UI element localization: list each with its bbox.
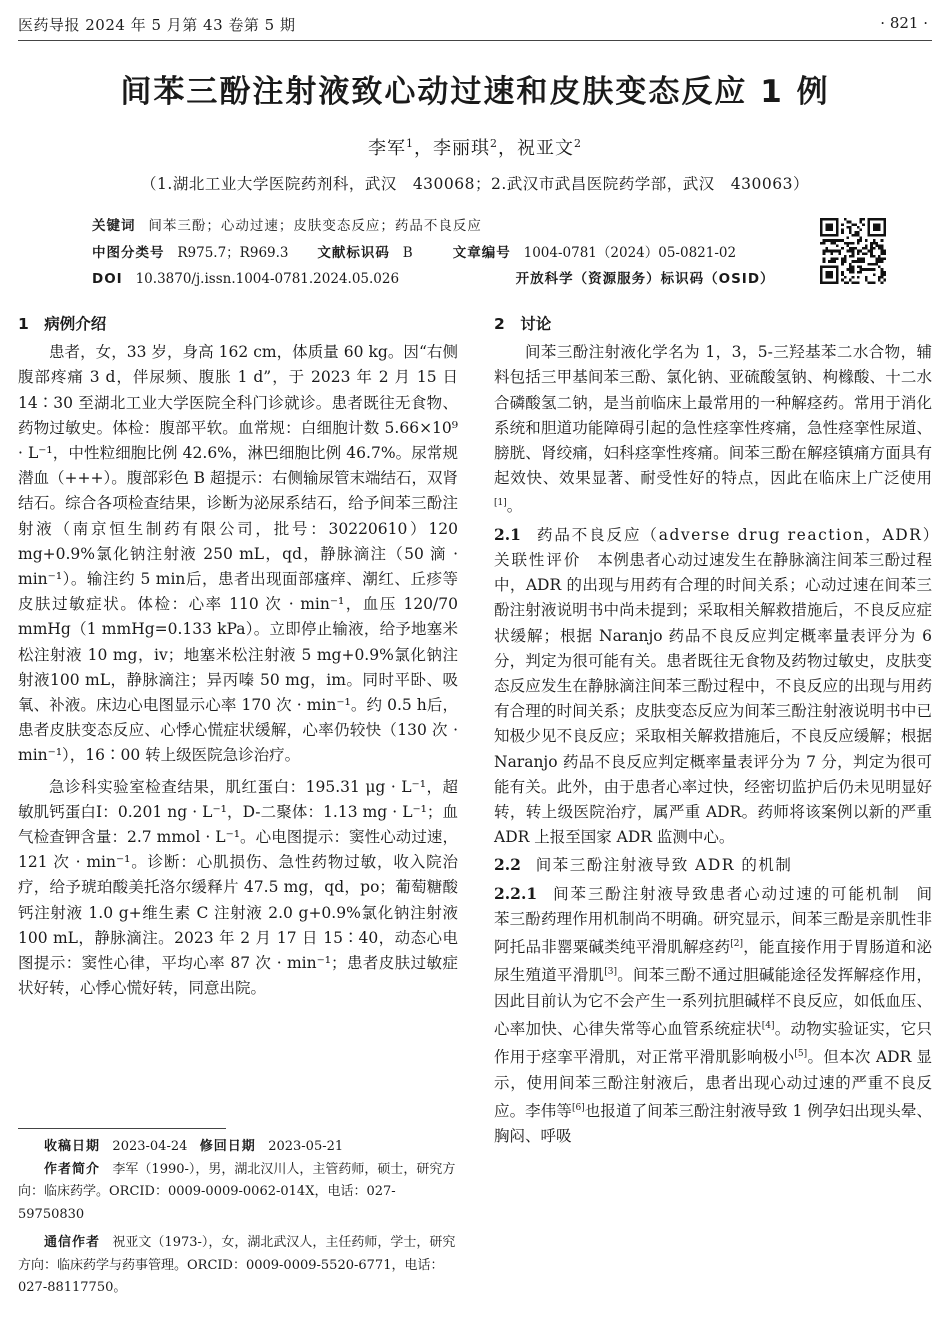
citation-ref[interactable]: [6] <box>571 1102 585 1113</box>
revised-date: 2023-05-21 <box>268 1139 344 1154</box>
author-list: 李军$^1$，李丽琪$^2$，祝亚文$^2$ <box>368 137 582 159</box>
footnotes: 收稿日期 2023-04-24 修回日期 2023-05-21 作者简介 李军（1990-），男，湖北汉川人，主管药师，硕士，研究方向：临床药学。ORCID：0009-0009-0062-014X，电话：027-59750830 通信作者 祝亚文（1973-），女，湖北武汉人，主任药师，学士，研究方向：临床药学与药事管理。ORCID：0009-0009-5520-6771，电话：027-88117750。 <box>18 1139 456 1295</box>
section-heading: 2 讨论 <box>494 315 552 333</box>
document-code: B <box>402 245 413 261</box>
author-name: 李丽琪 <box>433 138 490 159</box>
subsection-2-1: 2.1 药品不良反应（adverse drug reaction，ADR）关联性评价 本例患者心动过速发生在静脉滴注间苯三酚过程中，ADR 的出现与用药有合理的时间关系；心动过速在间苯三酚注射液说明书中尚未提到；采取相关解救措施后，不良反应症状缓解；根据 Naranjo 药品不良反应判定概率量表评分为 6 分，判定为很可能有关。患者既往无食物及药物过敏史，皮肤变态反应发生在静脉滴注间苯三酚过程中，不良反应的出现与用药有合理的时间关系；皮肤变态反应为间苯三酚注射液说明书中已知极少见不良反应；采取相关解救措施后，不良反应缓解；根据 Naranjo 药品不良反应判定概率量表评分为 7 分，判定为很可能有关。此外，由于患者心率过快，经密切监护后仍未见明显好转，转上级医院治疗，属严重 ADR。药师将该案例以新的严重 ADR 上报至国家 ADR 监测中心。 <box>494 524 932 847</box>
author-name: 李军 <box>368 138 406 159</box>
citation-ref[interactable]: [5] <box>794 1049 808 1060</box>
keywords-line: 关键词 间苯三酚；心动过速；皮肤变态反应；药品不良反应 <box>92 218 482 234</box>
body-paragraph: 急诊科实验室检查结果，肌红蛋白：195.31 μg · L⁻¹，超敏肌钙蛋白I：0.201 ng · L⁻¹，D-二聚体：1.13 mg · L⁻¹；血气检查钾含量：2.7 mmol · L⁻¹。心电图提示：窦性心动过速，121 次 · min⁻¹。诊断：心肌损伤、急性药物过敏，收入院治疗，给予琥珀酸美托洛尔缓释片 47.5 mg，qd，po；葡萄糖酸钙注射液 1.0 g+维生素 C 注射液 2.0 g+0.9%氯化钠注射液 100 mL，静脉滴注。2023 年 2 月 17 日 15∶40，动态心电图提示：窦性心律，平均心率 87 次 · min⁻¹；患者皮肤过敏症状好转，心悸心慌好转，同意出院。 <box>18 777 458 998</box>
subsection-heading: 间苯三酚注射液导致患者心动过速的可能机制 <box>553 884 901 903</box>
article-number: 1004-0781（2024）05-0821-02 <box>523 245 737 261</box>
doi-link[interactable]: 10.3870/j.issn.1004-0781.2024.05.026 <box>135 271 400 287</box>
subsection-heading: 间苯三酚注射液导致 ADR 的机制 <box>535 856 793 875</box>
keywords: 间苯三酚；心动过速；皮肤变态反应；药品不良反应 <box>148 218 482 234</box>
author-affil-mark: 2 <box>490 137 498 150</box>
citation-ref[interactable]: [2] <box>730 939 743 950</box>
footnote-rule <box>18 1128 226 1129</box>
body-paragraph: 间苯三酚注射液化学名为 1，3，5-三羟基苯二水合物，辅料包括三甲基间苯三酚、氯化钠、亚硫酸氢钠、枸橼酸、十二水合磷酸氢二钠，是当前临床上最常用的一种解痉药。常用于消化系统和胆道功能障碍引起的急性痉挛性疼痛，急性痉挛性尿道、膀胱、肾绞痛，妇科痉挛性疼痛。间苯三酚在解痉镇痛方面具有起效快、效果显著、耐受性好的特点，因此在临床上广泛使用[1]。 <box>494 343 932 516</box>
subsection-2-2-1: 2.2.1 间苯三酚注射液导致患者心动过速的可能机制 间苯三酚药理作用机制尚不明确。研究显示，间苯三酚是亲肌性非阿托品非罂粟碱类纯平滑肌解痉药[2]，能直接作用于胃肠道和泌尿生殖道平滑肌[3]。间苯三酚不通过胆碱能途径发挥解痉作用，因此目前认为它不会产生一系列抗胆碱样不良反应，如低血压、心率加快、心律失常等心血管系统症状[4]。动物实验证实，它只作用于痉挛平滑肌，对正常平滑肌影响极小[5]。但本次 ADR 显示，使用间苯三酚注射液后，患者出现心动过速的严重不良反应。李伟等[6]也报道了间苯三酚注射液导致 1 例孕妇出现头晕、胸闷、呼吸 <box>494 883 932 1146</box>
citation-ref[interactable]: [4] <box>761 1020 775 1031</box>
osid-qr-code[interactable] <box>820 218 886 284</box>
article-title: 间苯三酚注射液致心动过速和皮肤变态反应 1 例 <box>120 74 830 110</box>
citation-ref[interactable]: [1] <box>494 498 507 509</box>
journal-header: 医药导报 2024 年 5 月第 43 卷第 5 期 <box>18 16 296 34</box>
subsection-heading: 药品不良反应（adverse drug reaction，ADR）关联性评价 <box>494 525 932 569</box>
author-bio: 李军（1990-），男，湖北汉川人，主管药师，硕士，研究方向：临床药学。ORCID：0009-0009-0062-014X，电话：027-59750830 <box>18 1161 456 1222</box>
received-date: 2023-04-24 <box>112 1139 188 1154</box>
right-column <box>494 312 932 1149</box>
corresponding-author-bio: 祝亚文（1973-），女，湖北武汉人，主任药师，学士，研究方向：临床药学与药事管理。ORCID：0009-0009-5520-6771，电话：027-88117750。 <box>18 1235 456 1295</box>
osid-label: 开放科学（资源服务）标识码（OSID） <box>515 271 775 287</box>
citation-ref[interactable]: [3] <box>604 967 617 978</box>
header-rule <box>18 40 932 41</box>
author-affil-mark: 1 <box>406 137 414 150</box>
clc-number: R975.7；R969.3 <box>177 245 289 261</box>
page-number: · 821 · <box>880 14 928 32</box>
doi-line: DOI 10.3870/j.issn.1004-0781.2024.05.026 开放科学（资源服务）标识码（OSID） <box>92 271 775 287</box>
subsection-2-2: 2.2 间苯三酚注射液导致 ADR 的机制 <box>494 855 793 875</box>
author-name: 祝亚文 <box>517 138 574 159</box>
body-paragraph: 患者，女，33 岁，身高 162 cm，体质量 60 kg。因“右侧腹部疼痛 3 d，伴尿频、腹胀 1 d”，于 2023 年 2 月 15 日 14∶30 至湖北工业大学医院全科门诊就诊。患者既往无食物、药物过敏史。体检：腹部平软。血常规：白细胞计数 5.66×10⁹ · L⁻¹，中性粒细胞比例 42.6%，淋巴细胞比例 46.7%。尿常规潜血（+++）。腹部彩色 B 超提示：右侧输尿管末端结石，双肾结石。综合各项检查结果，诊断为泌尿系结石，给予间苯三酚注射液（南京恒生制药有限公司，批号：30220610）120 mg+0.9%氯化钠注射液 250 mL，qd，静脉滴注（50 滴 · min⁻¹）。输注约 5 min后，患者出现面部瘙痒、潮红、丘疹等皮肤过敏症状。体检：心率 110 次 · min⁻¹，血压 120/70 mmHg（1 mmHg=0.133 kPa）。立即停止输液，给予地塞米松注射液 10 mg，iv；地塞米松注射液 5 mg+0.9%氯化钠注射液100 mL，静脉滴注；异丙嗪 50 mg，im。同时平卧、吸氧、补液。床边心电图显示心率 170 次 · min⁻¹。约 0.5 h后，患者皮肤变态反应、心悸心慌症状缓解，心率仍较快（130 次 · min⁻¹），16∶00 转上级医院急诊治疗。 <box>18 343 458 765</box>
affiliations: （1.湖北工业大学医院药剂科，武汉 430068；2.武汉市武昌医院药学部，武汉 430063） <box>141 175 809 193</box>
section-heading: 1 病例介绍 <box>18 315 107 333</box>
classification-line: 中图分类号 R975.7；R969.3 文献标识码 B 文章编号 1004-0781（2024）05-0821-02 <box>92 241 736 261</box>
left-column <box>18 312 458 1001</box>
author-affil-mark: 2 <box>574 137 582 150</box>
